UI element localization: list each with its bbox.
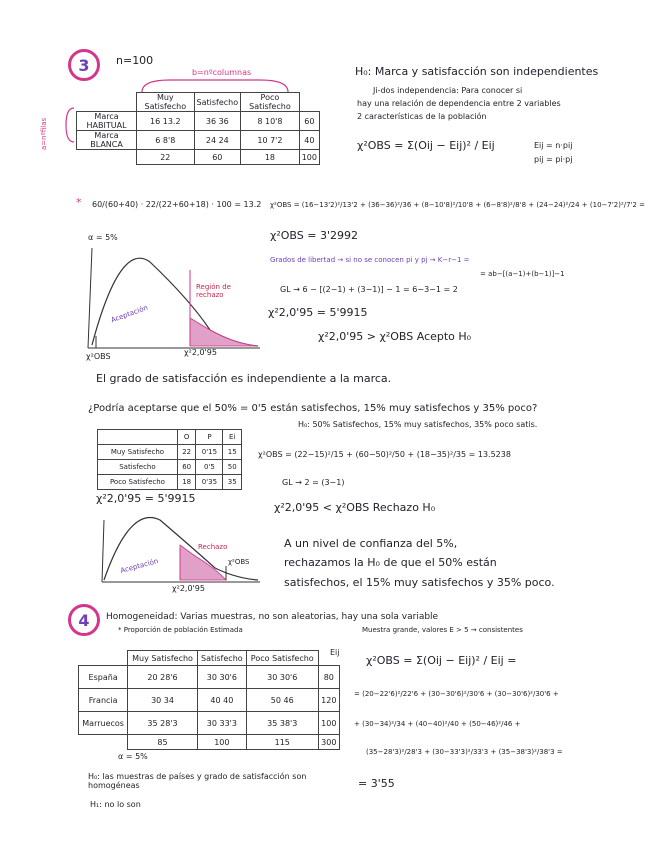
table-cell: 30 30'6 — [197, 666, 246, 689]
row-total: 120 — [318, 689, 339, 712]
table-cell: 18 — [177, 475, 196, 490]
col-total: 85 — [128, 735, 197, 750]
table-cell: 0'15 — [196, 445, 223, 460]
chi-obs-sum: χ²OBS = (16−13'2)²/13'2 + (36−36)²/36 + (8−10'8)²/10'8 + (6−8'8)²/8'8 + (24−24)²/24 + (10−7'2)²/7'2 = — [270, 201, 646, 209]
chi-obs-marker-2: χ²OBS — [228, 558, 250, 566]
chi-crit-marker: χ²2,0'95 — [184, 348, 217, 357]
eij-formula: Eij = n·pij — [534, 141, 573, 150]
gl-line: GL → 6 − [(2−1) + (3−1)] − 1 = 6−3−1 = 2 — [280, 285, 458, 294]
problem-4-number: 4 — [68, 604, 100, 636]
table-cell: 50 — [223, 460, 242, 475]
row-label: Satisfecho — [98, 460, 178, 475]
header-muy-satisfecho: Muy Satisfecho — [128, 651, 197, 666]
chi-obs-formula: χ²OBS = Σ(Oij − Eij)² / Eij — [357, 139, 495, 152]
col-total: 18 — [241, 150, 300, 165]
grand-total: 100 — [299, 150, 319, 165]
table-cell: 8 10'8 — [241, 112, 300, 131]
rows-label: a=nºfilas — [40, 117, 48, 150]
header-poco-satisfecho: Poco Satisfecho — [241, 93, 300, 112]
rechazo-label: Rechazo — [198, 543, 228, 551]
row-label: Marca BLANCA — [77, 131, 137, 150]
row-label: Muy Satisfecho — [98, 445, 178, 460]
chi-description: hay una relación de dependencia entre 2 variables — [357, 99, 561, 108]
col-total: 115 — [246, 735, 318, 750]
chi-description: Ji-dos independencia: Para conocer si — [373, 86, 523, 95]
chi-sum-line: = (20−22'6)²/22'6 + (30−30'6)²/30'6 + (30−30'6)²/30'6 + — [354, 690, 559, 698]
grand-total: 300 — [318, 735, 339, 750]
table-cell: 22 — [177, 445, 196, 460]
header-poco-satisfecho: Poco Satisfecho — [246, 651, 318, 666]
table-cell: 40 40 — [197, 689, 246, 712]
muestra-note: Muestra grande, valores E > 5 → consistentes — [362, 626, 523, 634]
contingency-table — [76, 92, 320, 165]
question-conclusion: A un nivel de confianza del 5%, — [284, 537, 458, 550]
table-cell: 6 8'8 — [137, 131, 194, 150]
region-rechazo: Región de rechazo — [196, 283, 231, 300]
chi-crit-marker-2: χ²2,0'95 — [172, 584, 205, 593]
h0-independence: H₀: Marca y satisfacción son independientes — [355, 65, 599, 78]
row-total: 40 — [299, 131, 319, 150]
row-total: 100 — [318, 712, 339, 735]
table-cell: 30 30'6 — [246, 666, 318, 689]
alpha: α = 5% — [88, 233, 118, 242]
row-total: 80 — [318, 666, 339, 689]
row-label: Marca HABITUAL — [77, 112, 137, 131]
homogeneidad-title: Homogeneidad: Varias muestras, no son aleatorias, hay una sola variable — [106, 612, 439, 622]
homogeneity-table — [78, 650, 340, 750]
table-cell: 15 — [223, 445, 242, 460]
row-total: 60 — [299, 112, 319, 131]
eij-label: Eij — [330, 648, 340, 657]
chi-critical: χ²2,0'95 = 5'9915 — [268, 306, 368, 319]
table-cell: 30 34 — [128, 689, 197, 712]
table-cell: 35 28'3 — [128, 712, 197, 735]
chi-obs-marker: χ²OBS — [86, 352, 111, 361]
sample-size: n=100 — [116, 54, 154, 67]
table-cell: 60 — [177, 460, 196, 475]
chi-obs-formula-4: χ²OBS = Σ(Oij − Eij)² / Eij = — [366, 654, 517, 667]
pij-formula: pij = pi·pj — [534, 155, 573, 164]
chi-obs-value: χ²OBS = 3'2992 — [270, 229, 358, 242]
chi-result-4: = 3'55 — [358, 777, 395, 790]
header-muy-satisfecho: Muy Satisfecho — [137, 93, 194, 112]
col-total: 60 — [194, 150, 241, 165]
table-header: P — [196, 430, 223, 445]
calc-star: * — [76, 196, 82, 209]
question-conclusion: satisfechos, el 15% muy satisfechos y 35% poco. — [284, 576, 555, 589]
table-header: O — [177, 430, 196, 445]
question-chi-obs: χ²OBS = (22−15)²/15 + (60−50)²/50 + (18−35)²/35 = 13.5238 — [258, 450, 511, 459]
table-cell: 35 — [223, 475, 242, 490]
conclusion-3: El grado de satisfacción es independiente a la marca. — [96, 372, 392, 385]
header-satisfecho: Satisfecho — [194, 93, 241, 112]
row-label: Marruecos — [79, 712, 128, 735]
row-label: España — [79, 666, 128, 689]
table-cell: 16 13.2 — [137, 112, 194, 131]
question-h0: H₀: 50% Satisfechos, 15% muy satisfechos, 35% poco satis. — [298, 420, 538, 429]
grados-formula: = ab−[(a−1)+(b−1)]−1 — [480, 270, 565, 278]
goodness-table — [97, 429, 242, 490]
question-gl: GL → 2 = (3−1) — [282, 478, 345, 487]
table-cell: 0'35 — [196, 475, 223, 490]
problem-3-number: 3 — [68, 49, 100, 81]
chi-sum-line: + (30−34)²/34 + (40−40)²/40 + (50−46)²/46 + — [354, 720, 521, 728]
header-satisfecho: Satisfecho — [197, 651, 246, 666]
table-cell: 0'5 — [196, 460, 223, 475]
expected-calc: 60/(60+40) · 22/(22+60+18) · 100 = 13.2 — [92, 200, 262, 209]
table-cell: 20 28'6 — [128, 666, 197, 689]
table-header — [98, 430, 178, 445]
alpha-4: α = 5% — [118, 752, 148, 761]
question-chi-crit: χ²2,0'95 = 5'9915 — [96, 492, 196, 505]
table-header: Ei — [223, 430, 242, 445]
proporcion-note: * Proporción de población Estimada — [118, 626, 243, 634]
chi-description: 2 características de la población — [357, 112, 487, 121]
table-cell: 10 7'2 — [241, 131, 300, 150]
col-total: 22 — [137, 150, 194, 165]
table-cell: 50 46 — [246, 689, 318, 712]
aceptacion-label-2: Aceptación — [119, 557, 160, 575]
question-compare: χ²2,0'95 < χ²OBS Rechazo H₀ — [274, 501, 436, 514]
chi-sum-line: (35−28'3)²/28'3 + (30−33'3)²/33'3 + (35−38'3)²/38'3 = — [366, 748, 563, 756]
table-cell: 35 38'3 — [246, 712, 318, 735]
table-cell: 36 36 — [194, 112, 241, 131]
h1-homogeneity: H₁: no lo son — [90, 800, 141, 809]
col-total: 100 — [197, 735, 246, 750]
aceptacion-label: Aceptación — [109, 303, 150, 325]
h0-homogeneity: H₀: las muestras de países y grado de satisfacción son homogéneas — [88, 772, 307, 791]
grados-libertad: Grados de libertad → si no se conocen pi y pj → K−r−1 = — [270, 256, 470, 264]
row-label: Poco Satisfecho — [98, 475, 178, 490]
columns-label: b=nºcolumnas — [192, 68, 252, 77]
distribution-curve-2 — [0, 0, 1, 1]
row-label: Francia — [79, 689, 128, 712]
question-conclusion: rechazamos la H₀ de que el 50% están — [284, 556, 497, 569]
table-cell: 24 24 — [194, 131, 241, 150]
table-cell: 30 33'3 — [197, 712, 246, 735]
chi-compare: χ²2,0'95 > χ²OBS Acepto H₀ — [318, 330, 472, 343]
question-text: ¿Podría aceptarse que el 50% = 0'5 están satisfechos, 15% muy satisfechos y 35% poco? — [88, 403, 538, 414]
